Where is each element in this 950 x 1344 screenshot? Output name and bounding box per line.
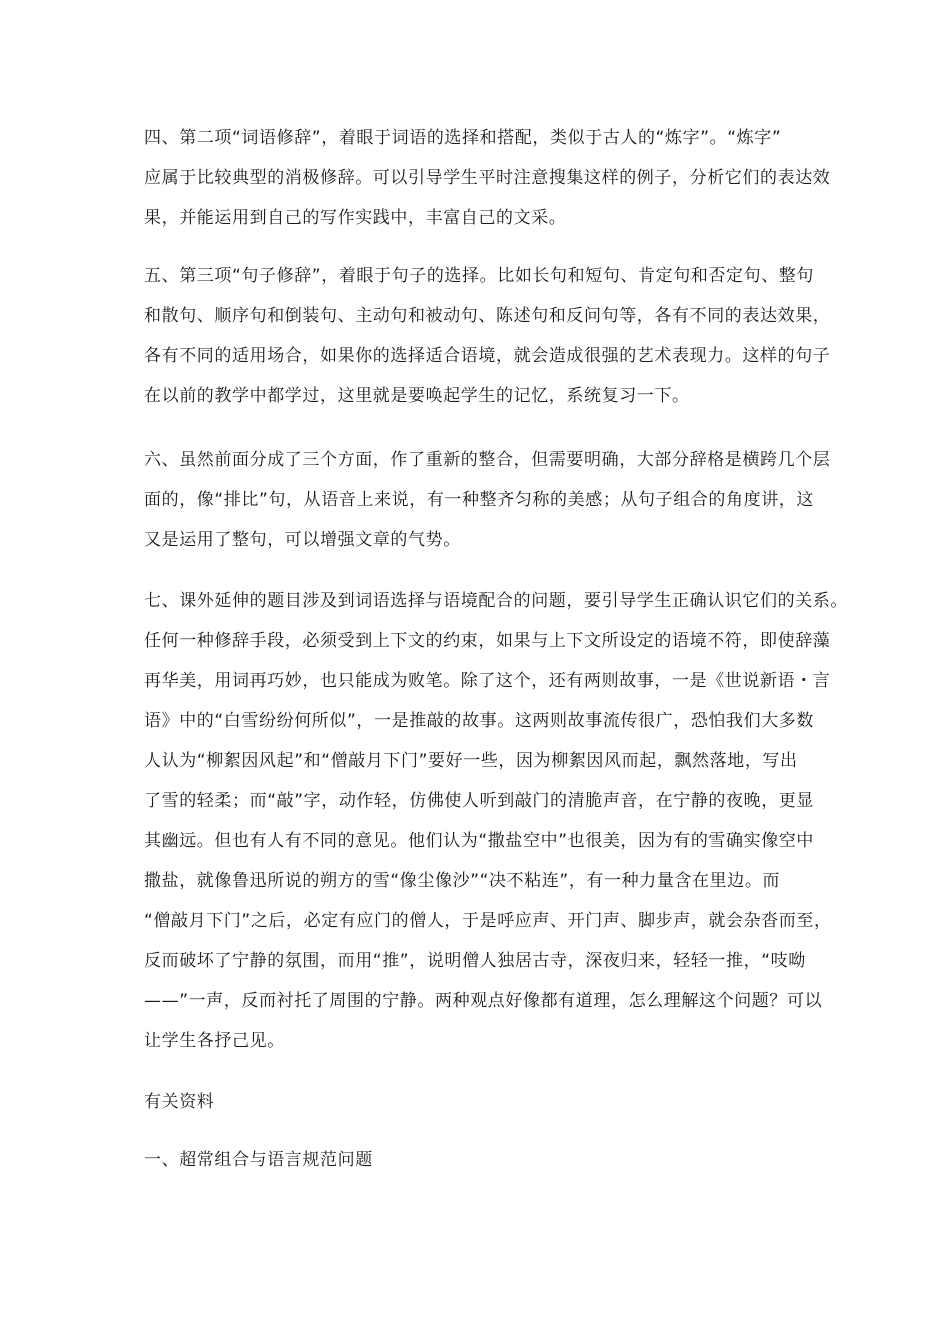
paragraph-4-line-3: 果，并能运用到自己的写作实践中，丰富自己的文采。 xyxy=(144,208,567,228)
paragraph-7-line-2: 任何一种修辞手段，必须受到上下文的约束，如果与上下文所设定的语境不符，即使辞藻 xyxy=(144,631,831,651)
paragraph-4-line-1: 四、第二项“词语修辞”，着眼于词语的选择和搭配，类似于古人的“炼字”。“炼字” xyxy=(144,128,782,148)
paragraph-6-line-3: 又是运用了整句，可以增强文章的气势。 xyxy=(144,530,461,550)
paragraph-4-line-2: 应属于比较典型的消极修辞。可以引导学生平时注意搜集这样的例子，分析它们的表达效 xyxy=(144,168,831,188)
paragraph-5-line-1: 五、第三项“句子修辞”，着眼于句子的选择。比如长句和短句、肯定句和否定句、整句 xyxy=(144,266,815,286)
paragraph-7-line-5: 人认为“柳絮因风起”和“僧敲月下门”要好一些，因为柳絮因风而起，飘然落地，写出 xyxy=(144,751,798,771)
paragraph-7-line-11: ——”一声，反而衬托了周围的宁静。两种观点好像都有道理，怎么理解这个问题？可以 xyxy=(144,991,823,1011)
paragraph-6-line-2: 面的，像“排比”句，从语音上来说，有一种整齐匀称的美感；从句子组合的角度讲，这 xyxy=(144,490,815,510)
related-materials-heading: 有关资料 xyxy=(144,1092,215,1112)
paragraph-7-line-6: 了雪的轻柔；而“敲”字，动作轻，仿佛使人听到敲门的清脆声音，在宁静的夜晚，更显 xyxy=(144,791,815,811)
paragraph-7-line-10: 反而破坏了宁静的氛围，而用“推”，说明僧人独居古寺，深夜归来，轻轻一推，“吱呦 xyxy=(144,951,806,971)
paragraph-7-line-9: “僧敲月下门”之后，必定有应门的僧人，于是呼应声、开门声、脚步声，就会杂沓而至， xyxy=(144,911,832,931)
paragraph-7-line-7: 其幽远。但也有人有不同的意见。他们认为“撒盐空中”也很美，因为有的雪确实像空中 xyxy=(144,831,815,851)
paragraph-5-line-2: 和散句、顺序句和倒装句、主动句和被动句、陈述句和反问句等，各有不同的表达效果， xyxy=(144,306,831,326)
paragraph-7-line-1: 七、课外延伸的题目涉及到词语选择与语境配合的问题，要引导学生正确认识它们的关系。 xyxy=(144,591,848,611)
paragraph-7-line-12: 让学生各抒己见。 xyxy=(144,1031,285,1051)
paragraph-7-line-3: 再华美，用词再巧妙，也只能成为败笔。除了这个，还有两则故事，一是《世说新语・言 xyxy=(144,671,831,691)
paragraph-7-line-4: 语》中的“白雪纷纷何所似”，一是推敲的故事。这两则故事流传很广，恐怕我们大多数 xyxy=(144,711,815,731)
paragraph-5-line-3: 各有不同的适用场合，如果你的选择适合语境，就会造成很强的艺术表现力。这样的句子 xyxy=(144,346,831,366)
paragraph-5-line-4: 在以前的教学中都学过，这里就是要唤起学生的记忆，系统复习一下。 xyxy=(144,386,690,406)
paragraph-6-line-1: 六、虽然前面分成了三个方面，作了重新的整合，但需要明确，大部分辞格是横跨几个层 xyxy=(144,450,831,470)
section-one-heading: 一、超常组合与语言规范问题 xyxy=(144,1150,373,1170)
paragraph-7-line-8: 撒盐，就像鲁迅所说的朔方的雪“像尘像沙”“决不粘连”，有一种力量含在里边。而 xyxy=(144,871,781,891)
